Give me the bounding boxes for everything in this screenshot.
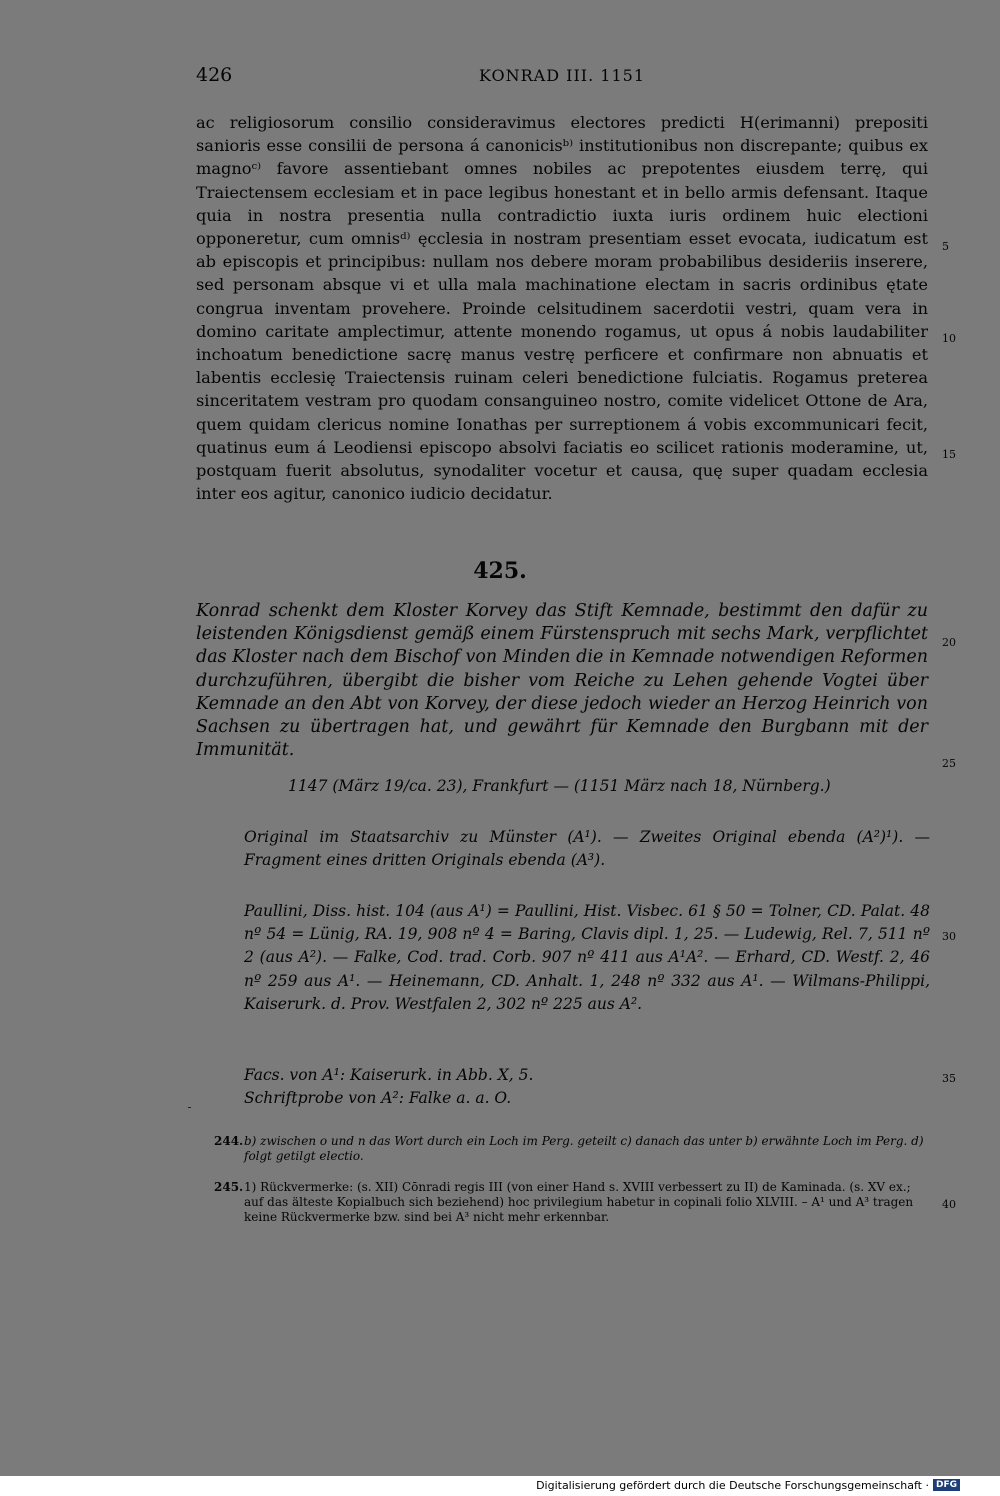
footnote-number: 244. [214,1134,244,1148]
footnote-245 [214,1180,930,1226]
regest: Konrad schenkt dem Kloster Korvey das Stift Kemnade, bestimmt den dafür zu leistenden Königsdienst gemäß einem Fürstenspruch mit sechs Mark, verpflichtet das Kloster nach dem Bischof von Minden die in Kemnade notwendigen Reformen durchzuführen, übergibt die bisher vom Reiche zu Lehen gehende Vogtei über Kemnade an den Abt von Korvey, der diese jedoch wieder an Herzog Heinrich von Sachsen zu übertragen hat, und gewährt für Kemnade den Burgbann mit der Immunität. [196,601,928,761]
divider [188,1107,191,1108]
page-number: 426 [196,64,233,86]
line-number: 30 [942,930,956,943]
charter-text: ac religiosorum consilio consideravimus electores predicti H(erimanni) prepositi sanioris esse consilii de persona á canonicisᵇ⁾ institutionibus non discrepante; quibus ex magnoᶜ⁾ favore assentiebant omnes nobiles ac prepotentes eiusdem terrę, qui Traiectensem ecclesiam et in pace legibus honestant et in bello armis defensant. Itaque quia in nostra presentia nulla contradictio iuxta iuris ordinem huic electioni opponeretur, cum omnisᵈ⁾ ęcclesia in nostram presentiam esset evocata, iudicatum est ab episcopis et principibus: nullam nos debere moram probabilibus desideriis inserere, sed personam absque vi et ulla mala machinatione electam in sacris ordinibus ętate congrua inventam provehere. Proinde celsitudinem sacerdotii vestri, quam vera in domino caritate amplectimur, attente monendo rogamus, ut opus á nobis laudabiliter inchoatum benedictione sacrę manus vestrę perficere et confirmare non abnuatis et labentis ecclesię Traiectensis ruinam celeri benedictione fulciatis. Rogamus preterea sinceritatem vestram pro quodam consanguineo nostro, comite videlicet Ottone de Ara, quem quidam clericus nomine Ionathas per surreptionem á vobis excommunicari fecit, quatinus eum á Leodiensi episcopo absolvi faciatis eo scilicet rationis moderamine, ut, postquam fuerit absolutus, synodaliter vocetur et causa, quę super quadam ecclesia inter eos agitur, canonico iudicio decidatur. [196,113,928,504]
footnote-text: b) zwischen o und n das Wort durch ein Loch im Perg. geteilt c) danach das unter b) erwähnte Loch im Perg. d) folgt getilgt electio. [244,1134,924,1164]
dfg-logo: DFG [933,1479,960,1491]
line-number: 10 [942,332,956,345]
tradition-originals: Original im Staatsarchiv zu Münster (A¹). — Zweites Original ebenda (A²)¹). — Fragment eines dritten Originals ebenda (A³). [244,828,930,870]
running-title: KONRAD III. 1151 [478,66,645,85]
tradition-editions: Paullini, Diss. hist. 104 (aus A¹) = Paullini, Hist. Visbec. 61 § 50 = Tolner, CD. Palat. 48 nº 54 = Lünig, RA. 19, 908 nº 4 = Baring, Clavis dipl. 1, 25. — Ludewig, Rel. 7, 511 nº 2 (aus A²). — Falke, Cod. trad. Corb. 907 nº 411 aus A¹A². — Erhard, CD. Westf. 2, 46 nº 259 aus A¹. — Heinemann, CD. Anhalt. 1, 248 nº 332 aus A¹. — Wilmans-Philippi, Kaiserurk. d. Prov. Westfalen 2, 302 nº 225 aus A². [244,902,930,1013]
line-number: 15 [942,448,956,461]
page-header [196,64,928,90]
date-line: 1147 (März 19/ca. 23), Frankfurt — (1151 März nach 18, Nürnberg.) [288,777,831,795]
line-number: 40 [942,1198,956,1211]
tradition-facsimiles: Facs. von A¹: Kaiserurk. in Abb. X, 5. Schriftprobe von A²: Falke a. a. O. [244,1066,534,1108]
line-number: 5 [942,240,949,253]
footnote-text: 1) Rückvermerke: (s. XII) Cōnradi regis III (von einer Hand s. XVIII verbessert zu II) de Kaminada. (s. XV ex.; auf das älteste Kopialbuch sich beziehend) hoc privilegium habetur in copinali folio XLVIII. – A¹ und A³ tragen keine Rückvermerke bzw. sind bei A³ nicht mehr erkennbar. [244,1180,914,1225]
line-number: 25 [942,757,956,770]
line-number: 35 [942,1072,956,1085]
funding-footer [536,1476,960,1494]
footnote-number: 245. [214,1180,244,1194]
footer-text: Digitalisierung gefördert durch die Deutsche Forschungsgemeinschaft · [536,1478,929,1492]
line-number: 20 [942,636,956,649]
document-number: 425. [473,558,527,584]
footnote-244 [214,1134,930,1164]
